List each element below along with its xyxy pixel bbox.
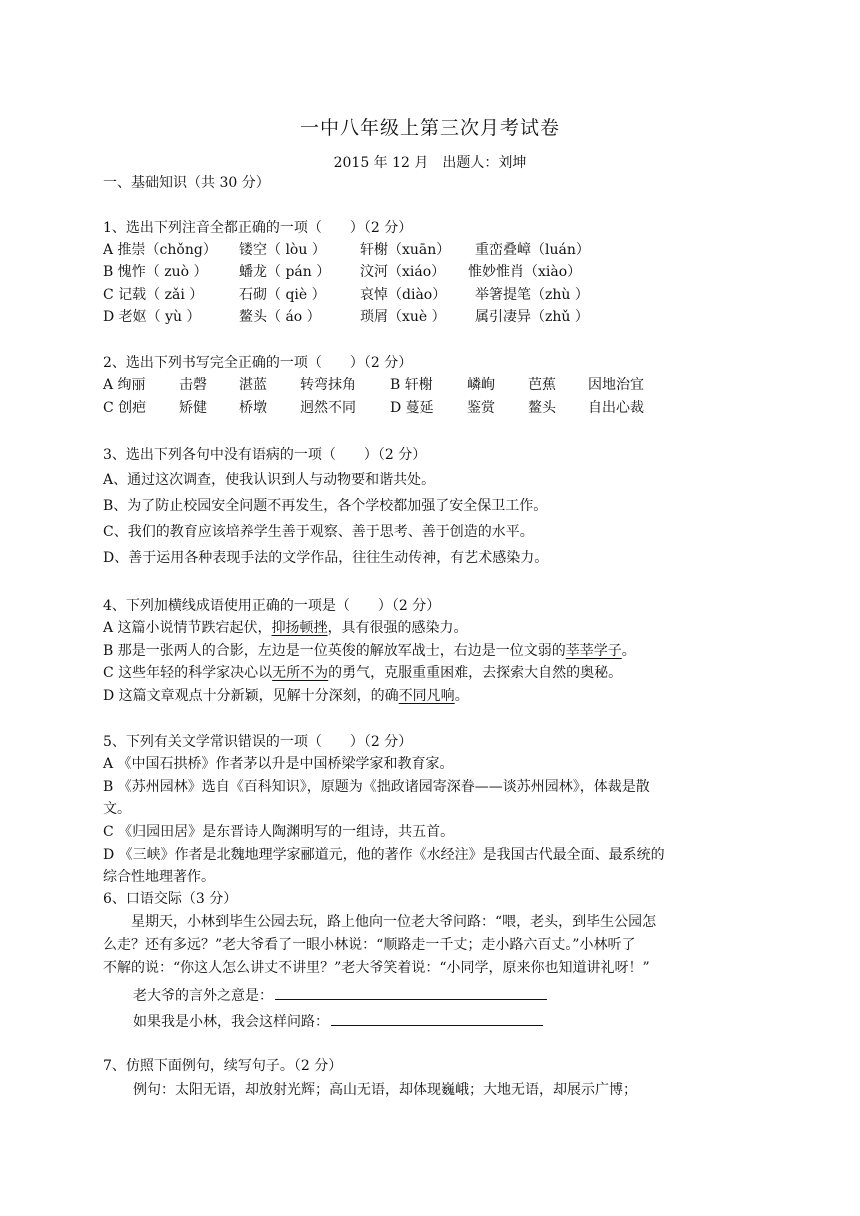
question-7-example: 例句：太阳无语，却放射光辉；高山无语，却体现巍峨；大地无语，却展示广博；: [133, 1082, 637, 1098]
option-item: A 推崇（chǒng）: [103, 242, 217, 258]
option-item: 鉴赏: [467, 400, 495, 416]
question-3-option-b: B、为了防止校园安全问题不再发生，各个学校都加强了安全保卫工作。: [103, 498, 548, 514]
question-6-prompt-1: [133, 983, 547, 1006]
question-6-passage-line-2: 么走？还有多远？”老大爷看了一眼小林说：“顺路走一千丈；走小路六百丈。”小林听了: [103, 937, 636, 953]
question-5-option-d: D 《三峡》作者是北魏地理学家郦道元，他的著作《水经注》是我国古代最全面、最系统的: [103, 847, 665, 863]
option-item: 举箸提笔（zhù ）: [475, 287, 589, 303]
question-4-option-a: [103, 618, 468, 638]
option-item: 鳌头: [528, 400, 556, 416]
option-item: 石砌（ qiè ）: [239, 287, 326, 303]
option-text: 。: [454, 688, 469, 704]
answer-blank-1[interactable]: [275, 983, 547, 1000]
option-item: 矫健: [179, 400, 207, 416]
option-item: D 蔓延: [390, 400, 434, 416]
underlined-idiom: 抑扬顿挫: [271, 620, 328, 636]
answer-blank-2[interactable]: [331, 1009, 543, 1026]
option-item: A 绚丽: [103, 377, 146, 393]
option-item: 镂空（ lòu ）: [239, 242, 326, 258]
question-3-stem: 3、选出下列各句中没有语病的一项（ ）（2 分）: [103, 447, 427, 463]
question-6-stem: 6、口语交际（3 分）: [103, 891, 238, 907]
underlined-idiom: 无所不为: [272, 665, 329, 681]
option-item: 重峦叠嶂（luán）: [475, 242, 590, 258]
question-5-stem: 5、下列有关文学常识错误的一项（ ）（2 分）: [103, 734, 413, 750]
option-item: 鳌头（ áo ）: [239, 309, 321, 325]
question-6-prompt-2: [133, 1009, 543, 1032]
question-6-passage-line-3: 不解的说：“你这人怎么讲丈不讲里？”老大爷笑着说：“小同学，原来你也知道讲礼呀！”: [103, 960, 650, 976]
question-5-option-c: C 《归园田居》是东晋诗人陶渊明写的一组诗，共五首。: [103, 824, 455, 840]
question-7-stem: 7、仿照下面例句，续写句子。（2 分）: [103, 1058, 343, 1074]
question-2-stem: 2、选出下列书写完全正确的一项（ ）（2 分）: [103, 355, 413, 371]
page-subtitle: 2015 年 12 月 出题人：刘坤: [333, 155, 527, 171]
option-item: 惟妙惟肖（xiào）: [468, 264, 582, 280]
option-text: 。: [621, 643, 636, 659]
question-6-passage-line-1: 星期天，小林到毕生公园去玩，路上他向一位老大爷问路：“喂，老头，到毕生公园怎: [103, 914, 657, 930]
question-5-option-b-cont: 文。: [103, 801, 131, 817]
underlined-idiom: 莘莘学子: [565, 643, 622, 659]
question-5-option-b: B 《苏州园林》选自《百科知识》，原题为《拙政诸园寄深眷——谈苏州园林》，体裁是散: [103, 779, 650, 795]
question-3-option-d: D、善于运用各种表现手法的文学作品，往往生动传神，有艺术感染力。: [103, 550, 549, 566]
section-heading: 一、基础知识（共 30 分）: [103, 175, 270, 191]
option-item: 湛蓝: [239, 377, 267, 393]
option-item: 转弯抹角: [300, 377, 356, 393]
question-5-option-a: A 《中国石拱桥》作者茅以升是中国桥梁学家和教育家。: [103, 756, 454, 772]
option-item: D 老妪（ yù ）: [103, 309, 201, 325]
question-3-option-c: C、我们的教育应该培养学生善于观察、善于思考、善于创造的水平。: [103, 524, 534, 540]
option-item: 轩榭（xuān）: [360, 242, 451, 258]
option-item: 桥墩: [239, 400, 267, 416]
option-text: C 这些年轻的科学家决心以: [103, 665, 273, 681]
question-4-option-c: [103, 663, 622, 683]
question-5-option-d-cont: 综合性地理著作。: [103, 869, 215, 885]
option-item: 自出心裁: [588, 400, 644, 416]
option-item: 击磬: [179, 377, 207, 393]
option-item: B 轩榭: [390, 377, 433, 393]
prompt-label: 老大爷的言外之意是：: [133, 988, 273, 1004]
option-item: 哀悼（diào）: [360, 287, 447, 303]
option-text: D 这篇文章观点十分新颖，见解十分深刻，的确: [103, 688, 399, 704]
option-text: ，具有很强的感染力。: [327, 620, 468, 636]
option-item: 迥然不同: [300, 400, 356, 416]
underlined-idiom: 不同凡响: [398, 688, 455, 704]
page-title: 一中八年级上第三次月考试卷: [299, 117, 560, 139]
option-item: 汶河（xiáo）: [360, 264, 446, 280]
question-1-stem: 1、选出下列注音全都正确的一项（ ）（2 分）: [103, 220, 413, 236]
option-item: 嶙峋: [467, 377, 495, 393]
question-4-option-d: [103, 686, 469, 706]
option-item: 属引凄异（zhǔ ）: [475, 309, 589, 325]
option-item: 蟠龙（ pán ）: [239, 264, 331, 280]
option-text: 的勇气，克服重重困难，去探索大自然的奥秘。: [328, 665, 623, 681]
option-text: B 那是一张两人的合影，左边是一位英俊的解放军战士，右边是一位文弱的: [103, 643, 566, 659]
option-item: 因地治宜: [588, 377, 644, 393]
question-3-option-a: A、通过这次调查，使我认识到人与动物要和谐共处。: [103, 472, 436, 488]
option-item: C 创疤: [103, 400, 147, 416]
option-item: 琐屑（xuè ）: [360, 309, 446, 325]
question-4-option-b: [103, 641, 636, 661]
option-text: A 这篇小说情节跌宕起伏，: [103, 620, 272, 636]
prompt-label: 如果我是小林，我会这样问路：: [133, 1014, 329, 1030]
option-item: C 记载（ zǎi ）: [103, 287, 204, 303]
option-item: B 愧怍（ zuò ）: [103, 264, 208, 280]
option-item: 芭蕉: [528, 377, 556, 393]
question-4-stem: 4、下列加横线成语使用正确的一项是（ ）（2 分）: [103, 598, 441, 614]
